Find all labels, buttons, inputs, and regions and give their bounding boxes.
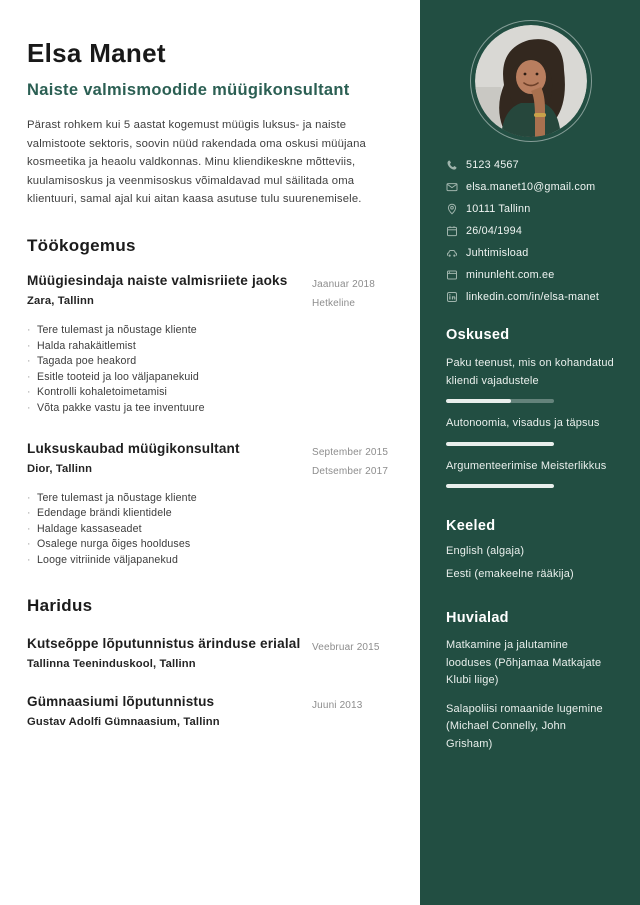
phone-number: 5123 4567 bbox=[466, 159, 519, 171]
sidebar bbox=[420, 0, 640, 905]
bullet-item: · Haldage kassaseadet bbox=[27, 522, 396, 538]
education-school: Gustav Adolfi Gümnaasium, Tallinn bbox=[27, 715, 220, 728]
contact-linkedin bbox=[446, 291, 616, 303]
bullet-dot-icon: · bbox=[27, 553, 31, 566]
contact-website bbox=[446, 269, 616, 281]
education-entry bbox=[27, 636, 396, 670]
date-end: Hetkeline bbox=[312, 297, 356, 309]
website-icon bbox=[446, 269, 458, 281]
bullet-dot-icon: · bbox=[27, 323, 31, 336]
education-title: Kutseõppe lõputunnistus ärinduse erialal bbox=[27, 635, 301, 651]
experience-bullet-list bbox=[27, 491, 396, 569]
education-date: Veebruar 2015 bbox=[312, 641, 380, 653]
experience-entry bbox=[27, 441, 396, 569]
skill-level-bar bbox=[446, 399, 554, 403]
date-end: Detsember 2017 bbox=[312, 465, 389, 477]
skill-level-fill bbox=[446, 399, 511, 403]
phone-icon bbox=[446, 159, 458, 171]
bullet-item: · Kontrolli kohaletoimetamisi bbox=[27, 385, 396, 401]
calendar-icon bbox=[446, 225, 458, 237]
job-title-headline: Naiste valmismoodide müügikonsultant bbox=[27, 81, 350, 99]
contact-list bbox=[446, 159, 616, 303]
bullet-item: · Võta pakke vastu ja tee inventuure bbox=[27, 401, 396, 417]
avatar bbox=[475, 25, 587, 137]
skill-label: Autonoomia, visadus ja täpsus bbox=[446, 417, 600, 429]
location-icon bbox=[446, 203, 458, 215]
education-entry bbox=[27, 694, 396, 728]
skill-level-fill bbox=[446, 484, 554, 488]
birthdate: 26/04/1994 bbox=[466, 225, 523, 237]
experience-dates bbox=[312, 441, 396, 481]
bullet-item: · Edendage brändi klientidele bbox=[27, 506, 396, 522]
bullet-item: · Tagada poe heakord bbox=[27, 354, 396, 370]
website-url: minunleht.com.ee bbox=[466, 269, 555, 281]
driving-license: Juhtimisload bbox=[466, 247, 529, 259]
linkedin-url: linkedin.com/in/elsa-manet bbox=[466, 291, 600, 303]
email-icon bbox=[446, 181, 458, 193]
profile-summary: Pärast rohkem kui 5 aastat kogemust müügis luksus- ja naiste valmistoote sektoris, soovin nüüd rakendada oma oskusi müüjana kosmeetika ja heaolu valdkonnas. Minu kliendikeskne mõtteviis, kuulamisoskus ja veenmisoskus võimaldavad mul säilitada oma klientuuri, samal ajal kui aitan kaasa asutuse tulu suurenemisele. bbox=[27, 119, 366, 206]
education-school: Tallinna Teeninduskool, Tallinn bbox=[27, 657, 196, 670]
experience-heading: Töökogemus bbox=[27, 235, 136, 255]
contact-location bbox=[446, 203, 616, 215]
hobby-item: Salapoliisi romaanide lugemine (Michael Connelly, John Grisham) bbox=[446, 702, 603, 750]
experience-entry-header bbox=[27, 441, 396, 481]
bullet-dot-icon: · bbox=[27, 355, 31, 368]
contact-phone bbox=[446, 159, 616, 171]
hobbies-heading: Huvialad bbox=[446, 610, 509, 626]
language-item: Eesti (emakeelne rääkija) bbox=[446, 568, 574, 580]
email-address: elsa.manet10@gmail.com bbox=[466, 181, 596, 193]
education-date: Juuni 2013 bbox=[312, 699, 363, 711]
date-start: September 2015 bbox=[312, 446, 389, 458]
contact-driving-license bbox=[446, 247, 616, 259]
skill-item bbox=[446, 415, 616, 446]
person-name: Elsa Manet bbox=[27, 38, 166, 68]
languages-heading: Keeled bbox=[446, 518, 496, 534]
contact-birthdate bbox=[446, 225, 616, 237]
bullet-item: · Tere tulemast ja nõustage kliente bbox=[27, 491, 396, 507]
experience-company: Dior, Tallinn bbox=[27, 462, 93, 475]
bullet-dot-icon: · bbox=[27, 370, 31, 383]
experience-company: Zara, Tallinn bbox=[27, 294, 95, 307]
skill-level-fill bbox=[446, 442, 554, 446]
skill-item bbox=[446, 355, 616, 403]
bullet-dot-icon: · bbox=[27, 491, 31, 504]
skills-heading: Oskused bbox=[446, 327, 510, 343]
skill-label: Paku teenust, mis on kohandatud kliendi vajadustele bbox=[446, 357, 614, 387]
education-heading: Haridus bbox=[27, 595, 93, 615]
experience-entry-header bbox=[27, 273, 396, 313]
date-start: Jaanuar 2018 bbox=[312, 278, 375, 290]
bullet-dot-icon: · bbox=[27, 401, 31, 414]
skill-label: Argumenteerimise Meisterlikkus bbox=[446, 459, 607, 472]
bullet-item: · Looge vitriinide väljapanekud bbox=[27, 553, 396, 569]
bullet-dot-icon: · bbox=[27, 507, 31, 520]
education-title: Gümnaasiumi lõputunnistus bbox=[27, 693, 215, 709]
avatar-ring bbox=[470, 20, 592, 142]
skill-level-bar bbox=[446, 442, 554, 446]
bullet-dot-icon: · bbox=[27, 386, 31, 399]
bullet-dot-icon: · bbox=[27, 522, 31, 535]
bullet-item: · Halda rahakäitlemist bbox=[27, 339, 396, 355]
skill-item bbox=[446, 458, 616, 489]
experience-dates bbox=[312, 273, 396, 313]
experience-bullet-list bbox=[27, 323, 396, 417]
experience-job-title: Müügiesindaja naiste valmisriiete jaoks bbox=[27, 272, 288, 288]
postal-city: 10111 Tallinn bbox=[466, 203, 531, 215]
skill-level-bar bbox=[446, 484, 554, 488]
linkedin-icon bbox=[446, 291, 458, 303]
bullet-item: · Osalege nurga õiges hoolduses bbox=[27, 537, 396, 553]
bullet-dot-icon: · bbox=[27, 538, 31, 551]
bullet-item: · Esitle tooteid ja loo väljapanekuid bbox=[27, 370, 396, 386]
hobby-item: Matkamine ja jalutamine looduses (Põhjamaa Matkajate Klubi liige) bbox=[446, 639, 602, 686]
bullet-item: · Tere tulemast ja nõustage kliente bbox=[27, 323, 396, 339]
experience-entry bbox=[27, 273, 396, 417]
experience-job-title: Luksuskaubad müügikonsultant bbox=[27, 440, 240, 456]
contact-email bbox=[446, 181, 616, 193]
bullet-dot-icon: · bbox=[27, 339, 31, 352]
car-icon bbox=[446, 247, 458, 259]
language-item: English (algaja) bbox=[446, 545, 525, 557]
